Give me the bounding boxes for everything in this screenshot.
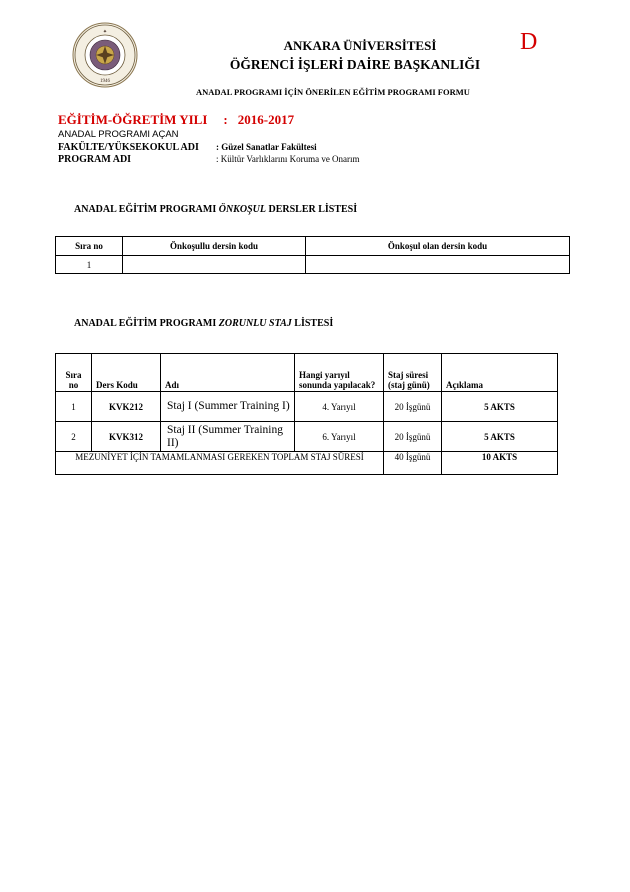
row-duration: 20 İşgünü [384,422,442,452]
col-no: Sıra no [56,354,92,392]
academic-year [58,112,294,128]
university-name: ANKARA ÜNİVERSİTESİ [283,38,437,53]
col-note: Açıklama [442,354,558,392]
row-name: Staj I (Summer Training I) [161,392,295,422]
total-label: MEZUNİYET İÇİN TAMAMLANMASI GEREKEN TOPLAM STAJ SÜRESİ [56,452,384,475]
program-row [58,154,360,165]
total-duration: 40 İşgünü [384,452,442,475]
row-note: 5 AKTS [442,392,558,422]
internship-section-title: ANADAL EĞİTİM PROGRAMI ZORUNLU STAJ LİSTESİ [74,318,334,329]
total-note: 10 AKTS [442,452,558,475]
svg-text:✦: ✦ [102,30,108,35]
year-label: EĞİTİM-ÖĞRETİM YILI [58,112,208,127]
form-letter: D [520,29,538,55]
prereq-header-row [56,237,570,256]
row-note: 5 AKTS [442,422,558,452]
row-no: 1 [56,256,123,274]
faculty-row [58,142,317,153]
row-semester: 6. Yarıyıl [295,422,384,452]
seal-year: 1946 [100,79,110,84]
program-opener-label: ANADAL PROGRAMI AÇAN [58,129,179,140]
row-semester: 4. Yarıyıl [295,392,384,422]
row-no: 1 [56,392,92,422]
program-value: : Kültür Varlıklarını Koruma ve Onarım [216,154,360,164]
table-row [56,256,570,274]
col-duration: Staj süresi (staj günü) [384,354,442,392]
col-name: Adı [161,354,295,392]
row-code: KVK312 [92,422,161,452]
row-duration: 20 İşgünü [384,392,442,422]
internship-header-row [56,354,558,392]
table-row [56,392,558,422]
col-no: Sıra no [56,237,123,256]
university-seal-logo [72,22,138,88]
col-code: Ders Kodu [92,354,161,392]
row-course-code [123,256,306,274]
form-title: ANADAL PROGRAMI İÇİN ÖNERİLEN EĞİTİM PROGRAMI FORMU [196,87,470,97]
col-prereq-code: Önkoşul olan dersin kodu [306,237,570,256]
col-course-code: Önkoşullu dersin kodu [123,237,306,256]
faculty-label: FAKÜLTE/YÜKSEKOKUL ADI [58,142,199,153]
table-row [56,422,558,452]
total-row [56,452,558,475]
col-semester: Hangi yarıyıl sonunda yapılacak? [295,354,384,392]
row-name: Staj II (Summer Training II) [161,422,295,452]
row-prereq-code [306,256,570,274]
year-separator: : [223,112,228,127]
prereq-section-title: ANADAL EĞİTİM PROGRAMI ÖNKOŞUL DERSLER LİSTESİ [74,204,358,215]
row-code: KVK212 [92,392,161,422]
year-value: 2016-2017 [237,112,295,127]
faculty-value: : Güzel Sanatlar Fakültesi [216,142,317,152]
row-no: 2 [56,422,92,452]
program-label: PROGRAM ADI [58,154,132,165]
internship-table [55,353,558,475]
prereq-table [55,236,570,274]
department-name: ÖĞRENCİ İŞLERİ DAİRE BAŞKANLIĞI [229,57,481,72]
